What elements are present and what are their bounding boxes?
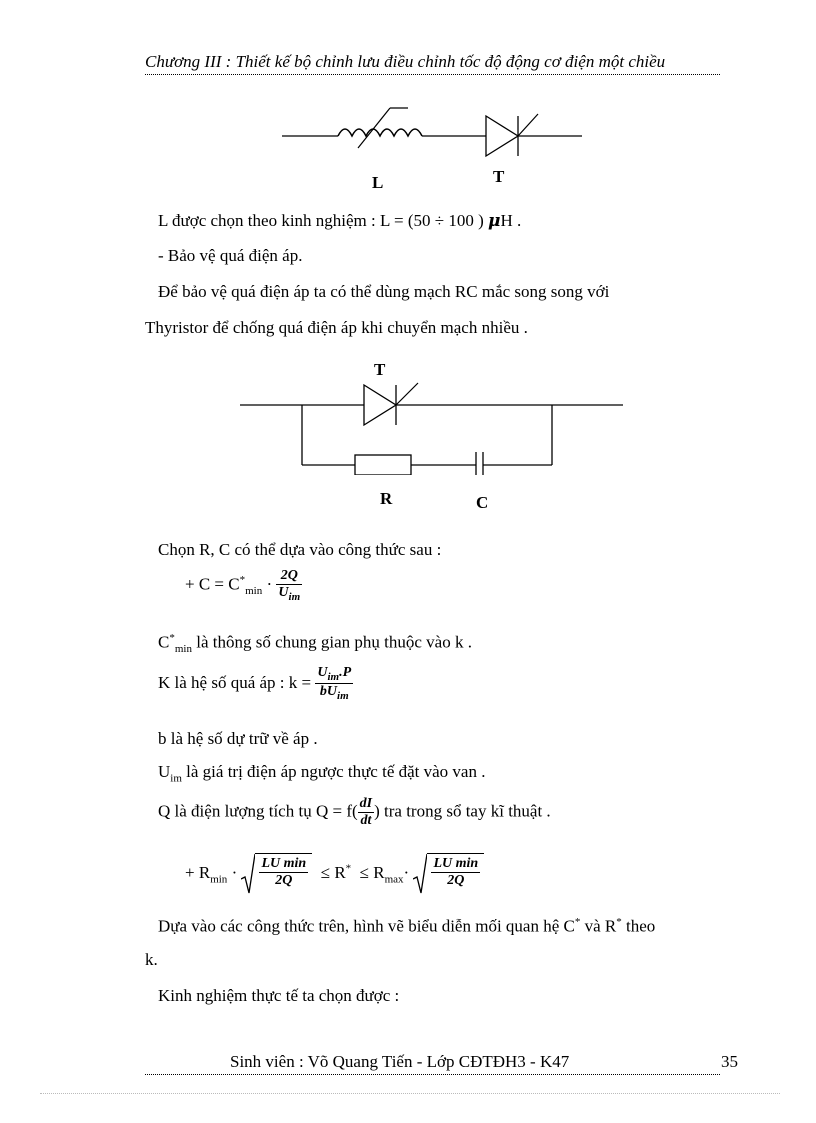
protection-paragraph-1: Để bảo vệ quá điện áp ta có thể dùng mạch RC mắc song song với [158,282,610,301]
sqrt-sign-icon [241,853,255,895]
inductor-core-arrow [358,108,390,148]
snubber-thyristor-gate [396,383,418,405]
thyristor-gate [518,114,538,136]
k-formula-line: K là hệ số quá áp : k = $\frac{U_{im}.P}{bU_{im}}$ [158,665,352,703]
inductor-thyristor-figure [270,98,600,198]
q-line: Q là điện lượng tích tụ Q = f( $\frac{dI}{dt}$ ) tra trong sổ tay kĩ thuật . [158,796,551,829]
relation-line-1: Dựa vào các công thức trên, hình vẽ biểu diễn mối quan hệ C* và R* theo [158,916,656,936]
q-fraction: $\frac{dI}{dt}$ [359,796,373,829]
figure1-label-l: L [372,173,384,192]
r-sqrt-right: $\frac{\text{LU min}}{2Q}$ [413,853,484,895]
b-line: b là hệ số dự trữ về áp . [158,729,318,748]
page-number: 35 [721,1052,738,1071]
protection-paragraph-2: Thyristor để chống quá điện áp khi chuyển mạch nhiều . [145,318,528,337]
footer-student: Sinh viên : Võ Quang Tiến - Lớp CĐTĐH3 - K47 [230,1052,570,1071]
figure2-label-t: T [374,360,386,379]
mu-symbol: μ [488,211,501,231]
experience-line: Kinh nghiệm thực tế ta chọn được : [158,986,400,1005]
r-sqrt-left: $\frac{\text{LU min}}{2Q}$ [241,853,312,895]
r-formula: + $R_{min}$ · $\frac{\text{LU min}}{2Q}$ ≤ $R^* \le R_{max}\cdot$ $\frac{\text{LU min}}{2Q}$ [185,853,484,895]
cmin-line: $C^*_{min}$ là thông số chung gian phụ thuộc vào k . [158,632,472,656]
rc-snubber-figure [240,375,630,475]
thyristor-triangle [486,116,518,156]
figure2-label-r: R [380,489,393,508]
overvoltage-title: - Bảo vệ quá điện áp. [158,246,303,265]
inductor-choice-line: L được chọn theo kinh nghiệm : L = (50 ÷ 100 ) μH . [158,211,522,231]
figure1-label-t: T [493,167,505,186]
choose-rc-line: Chọn R, C có thể dựa vào công thức sau : [158,540,442,559]
snubber-thyristor-triangle [364,385,396,425]
page-footer [145,1052,738,1075]
page-header: Chương III : Thiết kế bộ chỉnh lưu điều chỉnh tốc độ động cơ điện một chiều [145,52,720,75]
figure2-label-c: C [476,493,489,512]
c-formula: + $C = C^*_{min}$ · $\frac{2Q}{U_{im}}$ [185,568,301,603]
uim-line: $U_{im}$ là giá trị điện áp ngược thực tế đặt vào van . [158,762,486,785]
inductor-coil [338,129,422,136]
resistor [355,455,411,475]
bottom-divider [40,1093,780,1094]
relation-line-2: k. [145,950,158,969]
sqrt-sign-icon [413,853,427,895]
c-fraction: $\frac{2Q}{U_{im}}$ [278,568,301,603]
k-fraction: $\frac{U_{im}.P}{bU_{im}}$ [317,665,352,703]
